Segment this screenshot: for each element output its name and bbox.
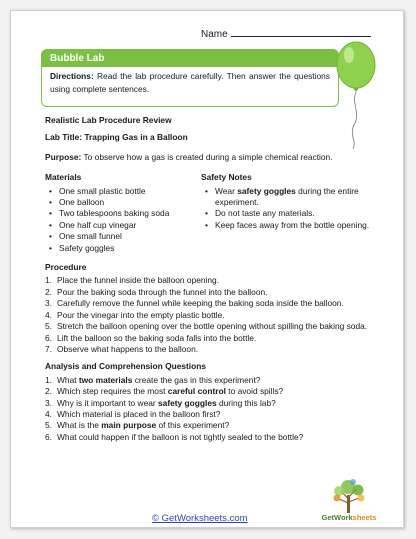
list-item: 5. What is the main purpose of this experiment?	[45, 420, 230, 431]
step-text: Observe what happens to the balloon.	[57, 343, 199, 354]
list-item: 3. Why is it important to wear safety goggles during this lab?	[45, 397, 276, 408]
worksheet-page	[10, 10, 404, 528]
title-box	[41, 49, 339, 107]
text-segment: Wear	[215, 185, 238, 196]
name-line[interactable]	[231, 27, 371, 37]
list-item: • One balloon	[59, 197, 201, 208]
bold-segment: safety goggles	[158, 397, 217, 408]
bold-segment: main purpose	[101, 420, 157, 431]
step-text: Carefully remove the funnel while keeping the baking soda inside the balloon.	[57, 298, 344, 309]
list-item	[215, 220, 383, 231]
bold-segment: careful control	[167, 386, 226, 397]
list-item: • Two tablespoons baking soda	[59, 208, 201, 219]
list-item: 6. What could happen if the balloon is not tightly sealed to the bottle?	[45, 431, 304, 442]
name-label: Name	[201, 29, 228, 40]
text-segment: Keep faces away from the bottle opening.	[215, 219, 370, 230]
list-item: 3. Carefully remove the funnel while keeping the baking soda inside the balloon.	[45, 298, 344, 309]
text-segment: Which step requires the most	[57, 386, 168, 397]
getworksheets-link[interactable]: © GetWorksheets.com	[152, 513, 248, 524]
list-item	[215, 208, 383, 219]
bold-segment: safety goggles	[237, 185, 296, 196]
text-segment: What could happen if the balloon is not tightly sealed to the bottle?	[57, 431, 304, 442]
step-text: Pour the vinegar into the empty plastic bottle.	[57, 309, 225, 320]
procedure-heading: Procedure	[45, 262, 87, 273]
safety-heading: Safety Notes	[201, 172, 252, 183]
text-segment: during the entire experiment.	[215, 185, 359, 208]
materials-section	[45, 172, 201, 254]
text-segment: Why is it important to wear	[57, 397, 158, 408]
lab-title: Lab Title: Trapping Gas in a Balloon	[45, 132, 188, 143]
materials-list	[45, 186, 201, 254]
list-item: • One small plastic bottle	[59, 186, 201, 197]
purpose-label: Purpose:	[45, 151, 82, 162]
step-text: Place the funnel inside the balloon opening.	[57, 275, 220, 286]
safety-section	[201, 172, 383, 254]
purpose	[45, 152, 385, 163]
list-item: 4. Which material is placed in the balloon first?	[45, 408, 221, 419]
directions	[42, 67, 338, 96]
logo-wordmark	[317, 513, 381, 522]
procedure-list	[45, 275, 385, 355]
text-segment: to avoid spills?	[225, 386, 284, 397]
list-item: 5. Stretch the balloon opening over the bottle opening without spilling the baking soda.	[45, 321, 368, 332]
list-item: • One small funnel	[59, 231, 201, 242]
text-segment: during this lab?	[216, 397, 276, 408]
questions-list	[45, 375, 385, 443]
list-item: 2. Pour the baking soda through the funnel into the balloon.	[45, 286, 268, 297]
text-segment: of this experiment?	[156, 420, 230, 431]
list-item: 4. Pour the vinegar into the empty plastic bottle.	[45, 309, 225, 320]
list-item	[215, 186, 383, 209]
list-item: • One half cup vinegar	[59, 220, 201, 231]
questions-heading: Analysis and Comprehension Questions	[45, 361, 207, 372]
bold-segment: two materials	[78, 374, 133, 385]
text-segment: create the gas in this experiment?	[132, 374, 261, 385]
list-item: • Safety goggles	[59, 243, 201, 254]
tree-logo-icon	[317, 477, 381, 515]
directions-label: Directions:	[50, 71, 94, 81]
materials-safety-columns	[45, 172, 385, 254]
lab-content	[45, 115, 385, 443]
text-segment: Do not taste any materials.	[215, 208, 315, 219]
list-item: 1. Place the funnel inside the balloon opening.	[45, 275, 220, 286]
directions-text: Read the lab procedure carefully. Then answer the questions using complete sentences.	[50, 71, 330, 94]
step-text: Pour the baking soda through the funnel into the balloon.	[57, 286, 268, 297]
purpose-text: To observe how a gas is created during a simple chemical reaction.	[81, 151, 333, 162]
list-item: 2. Which step requires the most careful control to avoid spills?	[45, 386, 284, 397]
text-segment: What	[57, 374, 79, 385]
logo-text-accent: sheets	[352, 513, 377, 522]
list-item: 7. Observe what happens to the balloon.	[45, 343, 199, 354]
safety-list	[201, 186, 383, 232]
logo-text-main: GetWork	[321, 513, 353, 522]
materials-heading: Materials	[45, 172, 82, 183]
worksheet-title: Bubble Lab	[42, 50, 338, 67]
text-segment: Which material is placed in the balloon first?	[57, 408, 221, 419]
name-field	[201, 27, 371, 40]
step-text: Lift the balloon so the baking soda falls into the bottle.	[57, 332, 257, 343]
step-text: Stretch the balloon opening over the bottle opening without spilling the baking soda.	[57, 321, 368, 332]
review-heading: Realistic Lab Procedure Review	[45, 115, 172, 125]
list-item: 1. What two materials create the gas in this experiment?	[45, 374, 261, 385]
getworksheets-logo[interactable]	[317, 477, 381, 527]
text-segment: What is the	[57, 420, 102, 431]
list-item: 6. Lift the balloon so the baking soda falls into the bottle.	[45, 332, 257, 343]
